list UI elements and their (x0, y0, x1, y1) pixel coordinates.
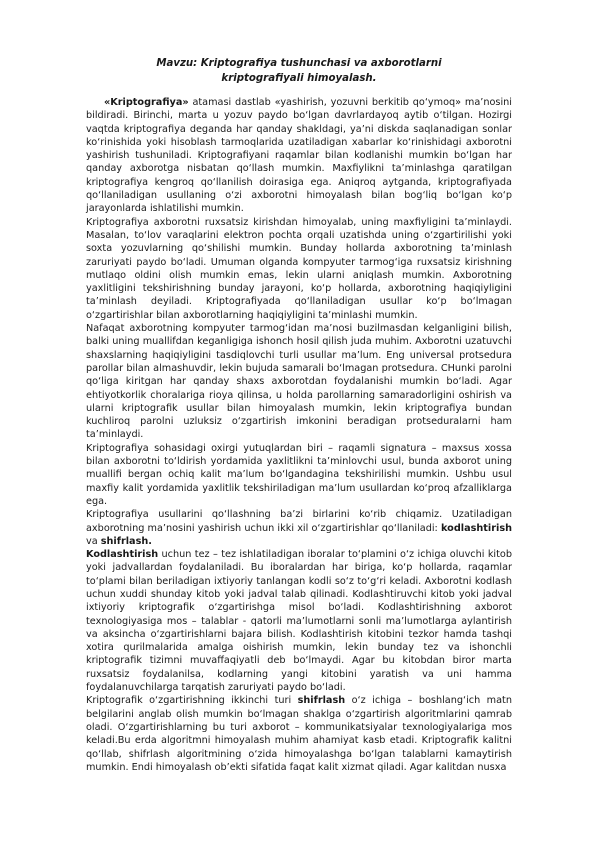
paragraph-3: Nafaqat axborotning kompyuter tarmog‘idan ma’nosi buzilmasdan kelganligini bilish, balki uning muallifdan keganligiga ishonch hosil qilish juda muhim. Axborotni uzatuvchi shaxslarning haqiqiyligini tasdiqlovchi turli usullar ma’lum. Eng universal protsedura parollar bilan almashuvdir, lekin bujuda samarali bo‘lmagan protsedura. CHunki parolni qo‘liga kiritgan har qanday shaxs axborotdan foydalanishi mumkin bo‘ladi. Agar ehtiyotkorlik choralariga rioya qilinsa, u holda parollarning samaradorligini oshirish va ularni kriptografik usullar bilan himoyalash mumkin, lekin kriptografiya bundan kuchliroq parolni uzluksiz o‘zgartirish imkonini beradigan protseduralarni ham ta’minlaydi. (86, 323, 512, 441)
term-kodlashtirish-heading: Kodlashtirish (86, 549, 159, 561)
paragraph-2: Kriptografiya axborotni ruxsatsiz kirishdan himoyalab, uning maxfiyligini ta’minlaydi. Masalan, to‘lov varaqlarini elektron pochta orqali uzatishda uning o‘zgartirilishi yoki soxta yozuvlarning qo‘shilishi mumkin. Bunday hollarda axborotning ta’minlash zaruriyati paydo bo‘ladi. Umuman olganda kompyuter tarmog‘iga ruxsatsiz kirishning mutlaqo oldini olish mumkin emas, lekin ularni aniqlash mumkin. Axborotning yaxlitligini tekshirishning bunday jarayoni, ko‘p hollarda, axborotning haqiqiyligini ta’minlash deyiladi. Kriptografiyada qo‘llaniladigan usullar ko‘p bo‘lmagan o‘zgartirishlar bilan axborotlarning haqiqiyligini ta’minlashi mumkin. (86, 216, 512, 321)
paragraph-6: Kodlashtirish uchun tez – tez ishlatiladigan iboralar to‘plamini o‘z ichiga oluvchi kitob yoki jadvallardan foydalaniladi. Bu iboralardan har biriga, ko‘p hollarda, raqamlar to‘plami bilan beriladigan ixtiyoriy tanlangan kodli so‘z to‘g‘ri keladi. Axborotni kodlash uchun xuddi shunday kitob yoki jadval talab qilinadi. Kodlashtiruvchi kitob yoki jadval ixtiyoriy kriptografik o‘zgartirishga misol bo‘ladi. Kodlashtirishning axborot texnologiyasiga mos – talablar - qatorli ma’lumotlarni sonli ma’lumotlarga aylantirish va aksincha o‘zgartirishlarni bajara bilish. Kodlashtirish kitobini tezkor hamda tashqi xotira qurilmalarida amalga oishirish mumkin, lekin bunday tez va ishonchli kriptografik tizimni muvaffaqiyatli deb bo‘lmaydi. Agar bu kitobdan biror marta ruxsatsiz foydalanilsa, kodlarning yangi kitobini yaratish va uni hamma foydalanuvchilarga tarqatish zaruriyati paydo bo‘ladi. (86, 549, 512, 694)
term-shifrlash-inline: shifrlash (297, 695, 346, 707)
term-kodlashtirish: kodlashtirish (440, 522, 512, 534)
term-kriptografiya: «Kriptografiya» (104, 97, 189, 108)
document-title (86, 56, 512, 86)
term-shifrlash: shifrlash. (100, 535, 152, 547)
paragraph-7: Kriptografik o‘zgartirishning ikkinchi turi shifrlash o‘z ichiga – boshlang‘ich matn belgilarini anglab olish mumkin bo‘lmagan shaklga o‘zgartirish algoritmlarini qamrab oladi. O‘zgartirishlarning bu turi axborot – kommunikatsiyalar texnologiyalariga mos keladi.Bu erda algoritmni himoyalash muhim ahamiyat kasb etadi. Kriptografik kalitni qo‘llab, shifrlash algoritmining o‘zida himoyalashga bo‘lgan talablarni kamaytirish mumkin. Endi himoyalash ob’ekti sifatida faqat kalit xizmat qiladi. Agar kalitdan nusxa (86, 695, 512, 773)
paragraph-1: «Kriptografiya» atamasi dastlab «yashirish, yozuvni berkitib qo‘ymoq» ma’nosini bildiradi. Birinchi, marta u yozuv paydo bo‘lgan davrlardayoq aytib o‘tilgan. Hozirgi vaqtda kriptografiya deganda har qanday shakldagi, ya’ni diskda saqlanadigan sonlar ko‘rinishida yoki hisoblash tarmoqlarida uzatiladigan xabarlar ko‘rinishidagi axborotni yashirish tushuniladi. Kriptografiyani raqamlar bilan kodlanishi mumkin bo‘lgan har qanday axborotga nisbatan qo‘llash mumkin. Maxfiylikni ta’minlashga qaratilgan kriptografiya kengroq qo‘llanilish doirasiga ega. Aniqroq aytganda, kriptografiyada qo‘llaniladigan usullaning o‘zi axborotni himoyalash bilan bog‘liq bo‘lgan ko‘p jarayonlarda ishlatilishi mumkin. (86, 97, 512, 215)
title-line-2: kriptografiyali himoyalash. (221, 73, 377, 84)
title-line-1: Mavzu: Kriptografiya tushunchasi va axborotlarni (156, 58, 442, 69)
paragraph-4: Kriptografiya sohasidagi oxirgi yutuqlardan biri – raqamli signatura – maxsus xossa bilan axborotni to‘ldirish yordamida yaxlitlikni ta’minlovchi usul, bunda axborot uning muallifi bergan ochiq kalit ma’lum bo‘lgandagina tekshirilishi mumkin. Ushbu usul maxfiy kalit yordamida yaxlitlik tekshiriladigan ma’lum usullardan ko‘proq afzalliklarga ega. (86, 442, 512, 507)
paragraph-5: Kriptografiya usullarini qo‘llashning ba’zi birlarini ko‘rib chiqamiz. Uzatiladigan axborotning ma’nosini yashirish uchun ikki xil o‘zgartirishlar qo‘llaniladi: kodlashtirish va shifrlash. (86, 509, 512, 547)
